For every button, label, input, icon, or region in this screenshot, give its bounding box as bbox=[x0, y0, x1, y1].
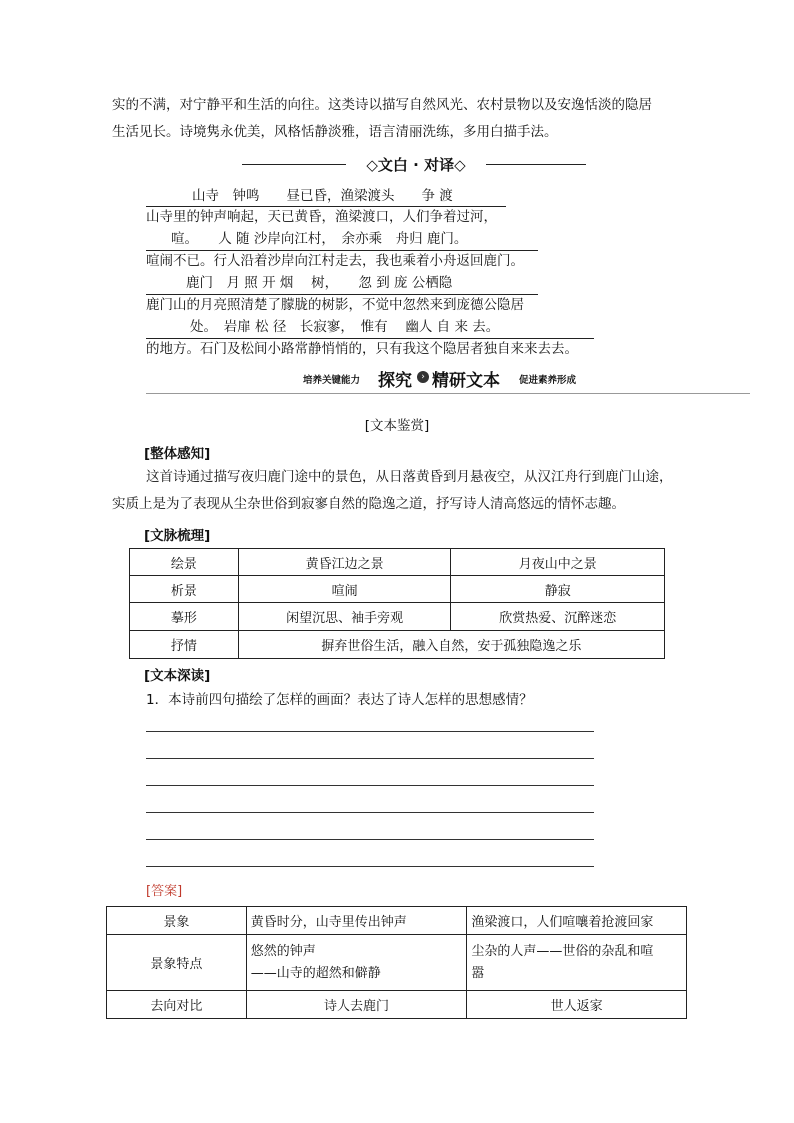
table-cell: 黄昏江边之景 bbox=[238, 549, 451, 576]
banner-left-text: 培养关键能力 bbox=[303, 375, 361, 386]
section-rule-right bbox=[486, 164, 586, 165]
table-cell: 渔梁渡口，人们喧嚷着抢渡回家 bbox=[467, 907, 687, 935]
table-cell: 绘景 bbox=[130, 549, 239, 576]
table-cell: 黄昏时分，山寺里传出钟声 bbox=[246, 907, 467, 935]
banner-rule bbox=[146, 393, 750, 394]
table-cell: 欣赏热爱、沉醉迷恋 bbox=[451, 603, 665, 631]
table-row bbox=[107, 991, 687, 1019]
label-overall: [整体感知] bbox=[144, 446, 211, 462]
overall-line-2: 实质上是为了表现从尘杂世俗到寂寥自然的隐逸之道，抒写诗人清高悠远的情怀志趣。 bbox=[112, 496, 625, 512]
translation-line-4: 的地方。石门及松间小路常静悄悄的，只有我这个隐居者独自来来去去。 bbox=[146, 341, 578, 357]
intro-line-1: 实的不满，对宁静平和生活的向往。这类诗以描写自然风光、农村景物以及安逸恬淡的隐居 bbox=[112, 97, 652, 113]
question-1: 1．本诗前四句描绘了怎样的画面？表达了诗人怎样的思想感情？ bbox=[146, 692, 533, 708]
table-row bbox=[130, 576, 665, 603]
section-title-translation: ◇文白 · 对译◇ bbox=[366, 156, 466, 174]
cell-text: 嚣 bbox=[471, 965, 485, 981]
intro-line-2: 生活见长。诗境隽永优美，风格恬静淡雅，语言清丽洗练，多用白描手法。 bbox=[112, 124, 558, 140]
structure-table bbox=[129, 548, 665, 659]
answer-blank-line bbox=[146, 785, 594, 786]
section-rule-left bbox=[242, 164, 346, 165]
banner-right-text: 促进素养形成 bbox=[519, 375, 577, 386]
original-line-2: 喧。 人 随 沙岸向江村， 余亦乘 舟归 鹿门。 bbox=[171, 231, 468, 247]
answer-blank-line bbox=[146, 866, 594, 867]
table-row bbox=[107, 935, 687, 991]
cell-text: 尘杂的人声——世俗的杂乱和喧 bbox=[471, 943, 654, 959]
table-cell: 喧闹 bbox=[238, 576, 451, 603]
translation-line-3: 鹿门山的月亮照清楚了朦胧的树影，不觉中忽然来到庞德公隐居 bbox=[146, 297, 524, 313]
banner-arrow-icon: › bbox=[417, 371, 429, 383]
answer-table bbox=[106, 906, 687, 1019]
table-cell: 景象 bbox=[107, 907, 247, 935]
table-cell: 析景 bbox=[130, 576, 239, 603]
table-cell: 景象特点 bbox=[107, 935, 247, 991]
answer-blank-line bbox=[146, 839, 594, 840]
original-line-1: 山寺 钟鸣 昼已昏，渔梁渡头 争 渡 bbox=[192, 188, 453, 204]
table-row bbox=[107, 907, 687, 935]
table-cell-merged: 摒弃世俗生活，融入自然，安于孤独隐逸之乐 bbox=[238, 631, 664, 659]
table-cell: 诗人去鹿门 bbox=[246, 991, 467, 1019]
answer-blank-line bbox=[146, 812, 594, 813]
original-line-3: 鹿门 月 照 开 烟 树， 忽 到 庞 公栖隐 bbox=[186, 275, 453, 291]
table-cell bbox=[246, 935, 467, 991]
cell-text: 悠然的钟声 bbox=[250, 943, 316, 959]
label-structure: [文脉梳理] bbox=[144, 528, 211, 544]
cell-text: ——山寺的超然和僻静 bbox=[250, 965, 381, 981]
original-line-4: 处。 岩扉 松 径 长寂寥， 惟有 幽人 自 来 去。 bbox=[190, 319, 500, 335]
overall-line-1: 这首诗通过描写夜归鹿门途中的景色，从日落黄昏到月悬夜空，从汉江舟行到鹿门山途， bbox=[146, 469, 673, 485]
appreciation-heading: [文本鉴赏] bbox=[364, 418, 430, 434]
banner-main-1: 探究 bbox=[378, 371, 412, 391]
answer-label: [答案] bbox=[146, 884, 183, 899]
table-row bbox=[130, 603, 665, 631]
table-cell: 静寂 bbox=[451, 576, 665, 603]
table-row bbox=[130, 631, 665, 659]
table-cell bbox=[467, 935, 687, 991]
table-cell: 月夜山中之景 bbox=[451, 549, 665, 576]
answer-blank-line bbox=[146, 758, 594, 759]
table-cell: 世人返家 bbox=[467, 991, 687, 1019]
table-cell: 摹形 bbox=[130, 603, 239, 631]
table-row bbox=[130, 549, 665, 576]
translation-line-2: 喧闹不已。行人沿着沙岸向江村走去，我也乘着小舟返回鹿门。 bbox=[146, 253, 524, 269]
translation-line-1: 山寺里的钟声响起，天已黄昏，渔梁渡口，人们争着过河， bbox=[146, 209, 497, 225]
answer-blank-line bbox=[146, 731, 594, 732]
label-deep-reading: [文本深读] bbox=[144, 668, 211, 684]
banner-main-2: 精研文本 bbox=[432, 371, 500, 391]
table-cell: 去向对比 bbox=[107, 991, 247, 1019]
table-cell: 闲望沉思、袖手旁观 bbox=[238, 603, 451, 631]
table-cell: 抒情 bbox=[130, 631, 239, 659]
